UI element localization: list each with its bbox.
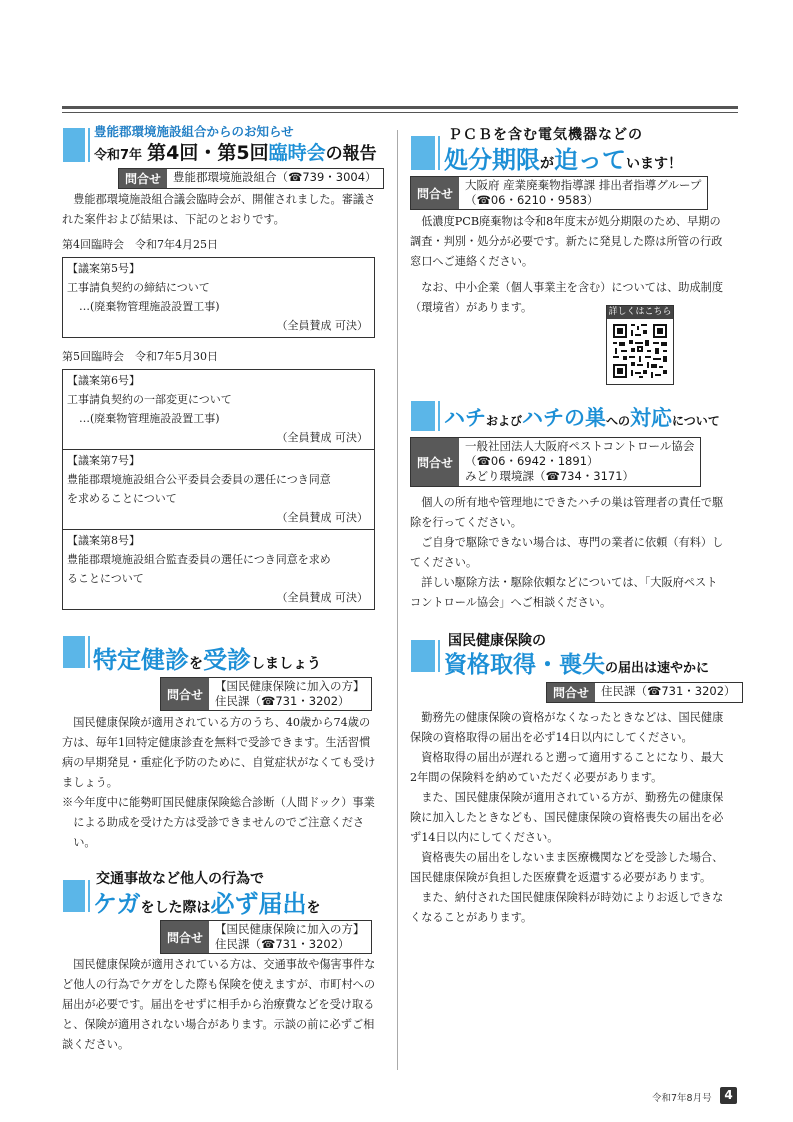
- title-session: 第4回・第5回: [147, 142, 269, 164]
- section-title: 資格取得・喪失の届出は速やかに: [444, 652, 710, 678]
- pcb-subsidy-text: なお、中小企業（個人事業主を含む）については、助成制度（環境省）があります。: [410, 281, 724, 314]
- qr-code[interactable]: [606, 305, 674, 385]
- contact-box: [160, 920, 372, 954]
- section-title: ハチおよびハチの巣への対応について: [444, 406, 720, 430]
- page-number: 4: [720, 1087, 737, 1104]
- contact-value: 豊能郡環境施設組合（☎739・3004）: [173, 170, 377, 184]
- contact-value: 【国民健康保険に加入の方】 住民課（☎731・3202）: [215, 679, 365, 708]
- contact-tag: 問合せ: [547, 683, 595, 702]
- title-extraordinary: 臨時会: [268, 142, 326, 164]
- section-marker: [63, 636, 85, 668]
- contact-tag: 問合せ: [411, 438, 459, 486]
- contact-box: [410, 437, 701, 487]
- contact-value: 【国民健康保険に加入の方】 住民課（☎731・3202）: [215, 922, 365, 951]
- column-divider: [397, 130, 398, 1070]
- contact-tag: 問合せ: [411, 177, 459, 209]
- contact-value: 大阪府 産業廃棄物指導課 排出者指導グループ （☎06・6210・9583）: [465, 178, 702, 207]
- meeting-4-label: 第4回臨時会 令和7年4月25日: [62, 238, 218, 251]
- contact-tag: 問合せ: [161, 921, 209, 953]
- agenda-item: 【議案第7号】 豊能郡環境施設組合公平委員会委員の選任につき同意 を求めることについて （全員賛成 可決）: [63, 450, 374, 530]
- hornet-text: 個人の所有地や管理地にできたハチの巣は管理者の責任で駆除を行ってください。 ご自身で駆除できない場合は、専門の業者に依頼（有料）してください。 詳しい駆除方法・駆除依頼などについては、「大阪府ペストコントロール協会」へご相談ください。: [410, 496, 724, 609]
- agenda-item: 【議案第6号】 工事請負契約の一部変更について …(廃棄物管理施設設置工事) （全員賛成 可決）: [63, 370, 374, 450]
- section-kicker: 交通事故など他人の行為で: [96, 871, 264, 887]
- contact-tag: 問合せ: [161, 678, 209, 710]
- agenda-item: 【議案第5号】 工事請負契約の締結について …(廃棄物管理施設設置工事) （全員賛成 可決）: [67, 262, 368, 332]
- insurance-text: 勤務先の健康保険の資格がなくなったときなどは、国民健康保険の資格取得の届出を必ず14日以内にしてください。 資格取得の届出が遅れると遡って適用することになり、最大2年間の保険料を納めていただく必要があります。 また、国民健康保険が適用されている方が、勤務先の健康保険に加入したときなども、国民健康保険の資格喪失の届出を必ず14日以内にしてください。 資格喪失の届出をしないまま医療機関などを受診した場合、国民健康保険が負担した医療費を返還する必要があります。 また、納付された国民健康保険料が時効によりお返しできなくなることがあります。: [410, 711, 724, 924]
- agenda-item: 【議案第8号】 豊能郡環境施設組合監査委員の選任につき同意を求め ることについて （全員賛成 可決）: [67, 534, 368, 604]
- issue-label: 令和7年8月号: [652, 1093, 712, 1104]
- qr-caption: 詳しくはこちら: [608, 307, 672, 317]
- agenda-box-5: [62, 369, 375, 610]
- section-marker: [411, 640, 435, 672]
- section-title: [94, 138, 377, 165]
- intro-text: 豊能郡環境施設組合議会臨時会が、開催されました。審議された案件および結果は、下記のとおりです。: [62, 193, 376, 226]
- section-marker: [63, 128, 85, 162]
- header-rule-thin: [62, 112, 738, 113]
- agenda-box-4: [62, 257, 375, 338]
- section-kicker: 国民健康保険の: [448, 633, 546, 649]
- meeting-5-label: 第5回臨時会 令和7年5月30日: [62, 350, 218, 363]
- section-title: ケガをした際は必ず届出を: [93, 890, 321, 918]
- title-year: 令和7年: [94, 148, 143, 163]
- qr-code-icon: [611, 322, 669, 380]
- header-rule: [62, 106, 738, 109]
- section-marker: [63, 880, 85, 912]
- contact-box: [410, 176, 708, 210]
- section-title: 処分期限が迫っています！: [444, 146, 682, 174]
- contact-tag: 問合せ: [119, 169, 167, 188]
- title-report: の報告: [325, 144, 377, 164]
- section-kicker: 豊能郡環境施設組合からのお知らせ: [94, 124, 294, 139]
- section-marker: [411, 136, 435, 170]
- contact-box: [546, 682, 743, 703]
- section-title: 特定健診を受診しましょう: [93, 646, 321, 674]
- section-kicker: ＰＣＢを含む電気機器などの: [448, 127, 643, 143]
- section-marker: [411, 401, 435, 431]
- contact-box: [118, 168, 384, 189]
- pcb-text: 低濃度PCB廃棄物は令和8年度末が処分期限のため、早期の調査・判別・処分が必要です。新たに発見した際は所管の行政窓口へご連絡ください。: [410, 215, 723, 268]
- injury-text: 国民健康保険が適用されている方は、交通事故や傷害事件など他人の行為でケガをした際も保険を使えますが、市町村への届出が必要です。届出をせずに相手から治療費などを受け取ると、保険が適用されない場合があります。示談の前に必ずご相談ください。: [62, 958, 376, 1051]
- contact-box: [160, 677, 372, 711]
- contact-value: 住民課（☎731・3202）: [601, 684, 736, 698]
- contact-value: 一般社団法人大阪府ペストコントロール協会 （☎06・6942・1891） みどり環境課（☎734・3171）: [465, 439, 695, 483]
- health-check-text: 国民健康保険が適用されている方のうち、40歳から74歳の方は、毎年1回特定健康診査を無料で受診できます。生活習慣病の早期発見・重症化予防のために、自覚症状がなくても受けましょう。 ※今年度中に能勢町国民健康保険総合診断（人間ドック）事業による助成を受けた方は受診できませんのでご注意ください。: [62, 716, 376, 849]
